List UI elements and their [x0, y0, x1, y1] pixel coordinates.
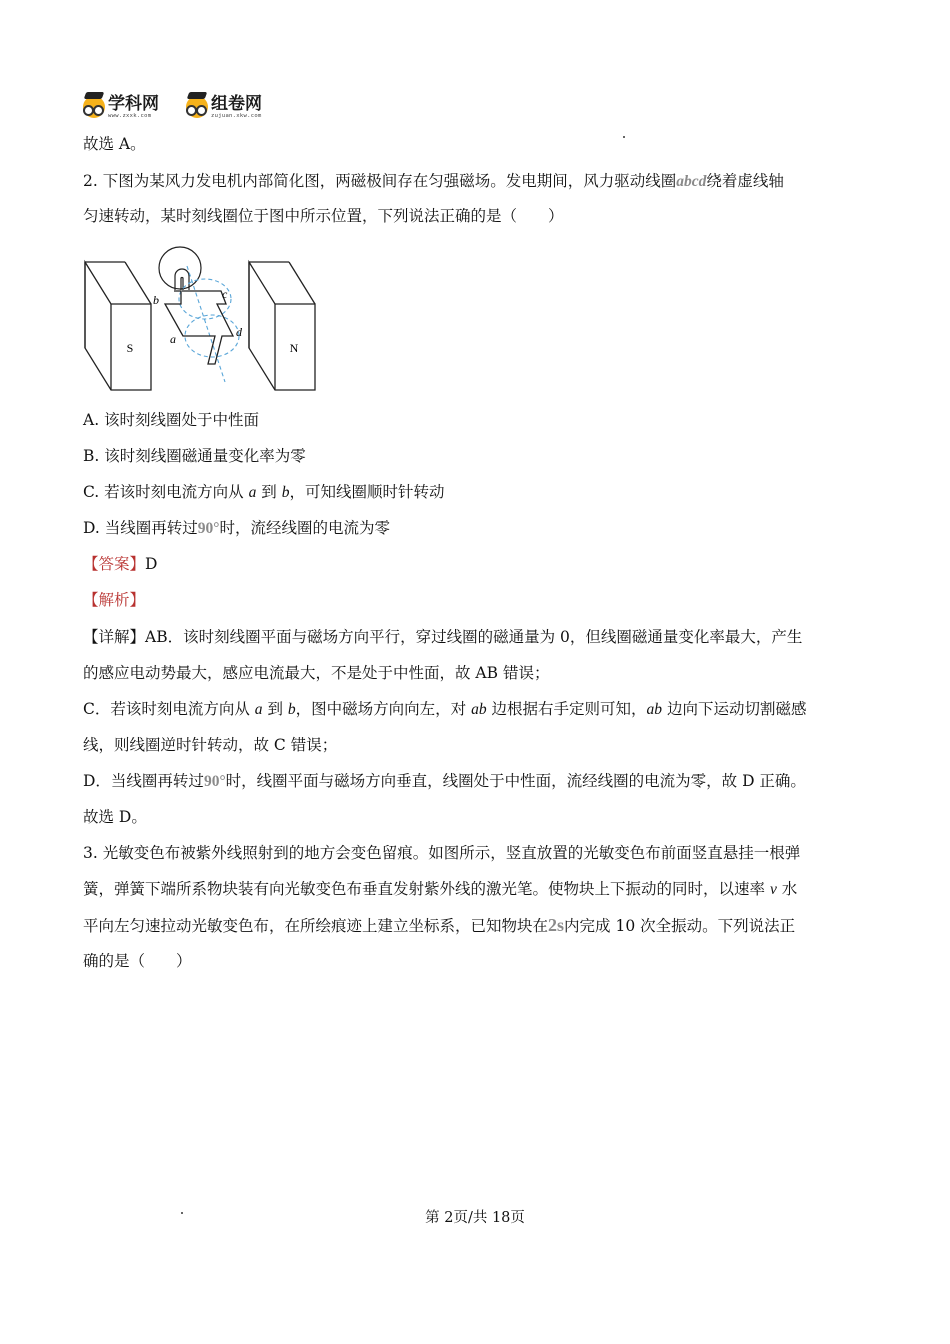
detail-c-line2: 线，则线圈逆时针转动，故 C 错误； — [83, 736, 338, 754]
logo-url: zujuan.xkw.com — [211, 113, 262, 119]
time-2s: 2s — [548, 915, 565, 935]
angle-90: 90° — [197, 520, 220, 537]
analysis-tag: 【解析】 — [83, 591, 146, 609]
q2-stem-line1: 2. 下图为某风力发电机内部简化图，两磁极间存在匀强磁场。发电期间，风力驱动线圈abcd绕着虚线轴 — [83, 172, 784, 190]
logo-xuekewang — [83, 92, 159, 122]
label-b: b — [153, 293, 159, 307]
q3-stem-line4: 确的是（ ） — [83, 952, 192, 970]
logo-owl-icon — [186, 96, 208, 118]
option-c: C. 若该时刻电流方向从 a 到 b，可知线圈顺时针转动 — [83, 483, 445, 501]
logo-url: www.zxxk.com — [108, 113, 152, 119]
detail-d-line: D．当线圈再转过90°时，线圈平面与磁场方向垂直，线圈处于中性面，流经线圈的电流为零，故 D 正确。 — [83, 772, 806, 790]
q3-stem-line2: 簧，弹簧下端所系物块装有向光敏变色布垂直发射紫外线的激光笔。使物块上下振动的同时，以速率 v 水 — [83, 880, 798, 898]
coil-label: abcd — [676, 173, 707, 190]
option-a: A. 该时刻线圈处于中性面 — [83, 411, 260, 429]
answer-tag: 【答案】 — [83, 555, 146, 573]
detail-tag: 【详解】 — [83, 628, 146, 646]
stray-dot — [623, 136, 625, 138]
q2-conclusion: 故选 D。 — [83, 808, 147, 826]
detail-line1: 【详解】AB．该时刻线圈平面与磁场方向平行，穿过线圈的磁通量为 0，但线圈磁通量变化率最大，产生 — [83, 628, 803, 646]
detail-c-line1: C．若该时刻电流方向从 a 到 b，图中磁场方向向左，对 ab 边根据右手定则可知，ab 边向下运动切割磁感 — [83, 700, 807, 718]
generator-diagram — [83, 244, 323, 394]
logo-name: 组卷网 — [211, 94, 262, 114]
q2-stem-line2: 匀速转动，某时刻线圈位于图中所示位置，下列说法正确的是（ ） — [83, 207, 564, 225]
option-b: B. 该时刻线圈磁通量变化率为零 — [83, 447, 306, 465]
pole-n-label: N — [289, 341, 299, 355]
logo-name: 学科网 — [108, 94, 159, 114]
q3-stem-line1: 3. 光敏变色布被紫外线照射到的地方会变色留痕。如图所示，竖直放置的光敏变色布前面竖直悬挂一根弹 — [83, 844, 801, 862]
previous-conclusion: 故选 A。 — [83, 135, 146, 153]
label-d: d — [236, 325, 242, 339]
answer-value: D — [145, 555, 158, 573]
detail-line2: 的感应电动势最大，感应电流最大，不是处于中性面，故 AB 错误； — [83, 664, 550, 682]
magnet-s — [85, 262, 151, 390]
label-a: a — [170, 332, 176, 346]
q3-stem-line3: 平向左匀速拉动光敏变色布，在所绘痕迹上建立坐标系，已知物块在2s内完成 10 次全振动。下列说法正 — [83, 915, 796, 935]
label-c: c — [222, 287, 228, 301]
page-footer: 第 2页/共 18页 — [425, 1210, 525, 1226]
logo-zujuanwang — [186, 92, 262, 122]
option-d: D. 当线圈再转过90°时，流经线圈的电流为零 — [83, 519, 390, 537]
magnet-n — [249, 262, 315, 390]
answer-line — [83, 554, 157, 574]
pole-s-label: S — [126, 341, 134, 355]
slip-ring — [159, 247, 201, 290]
logo-owl-icon — [83, 96, 105, 118]
angle-90: 90° — [203, 773, 226, 790]
